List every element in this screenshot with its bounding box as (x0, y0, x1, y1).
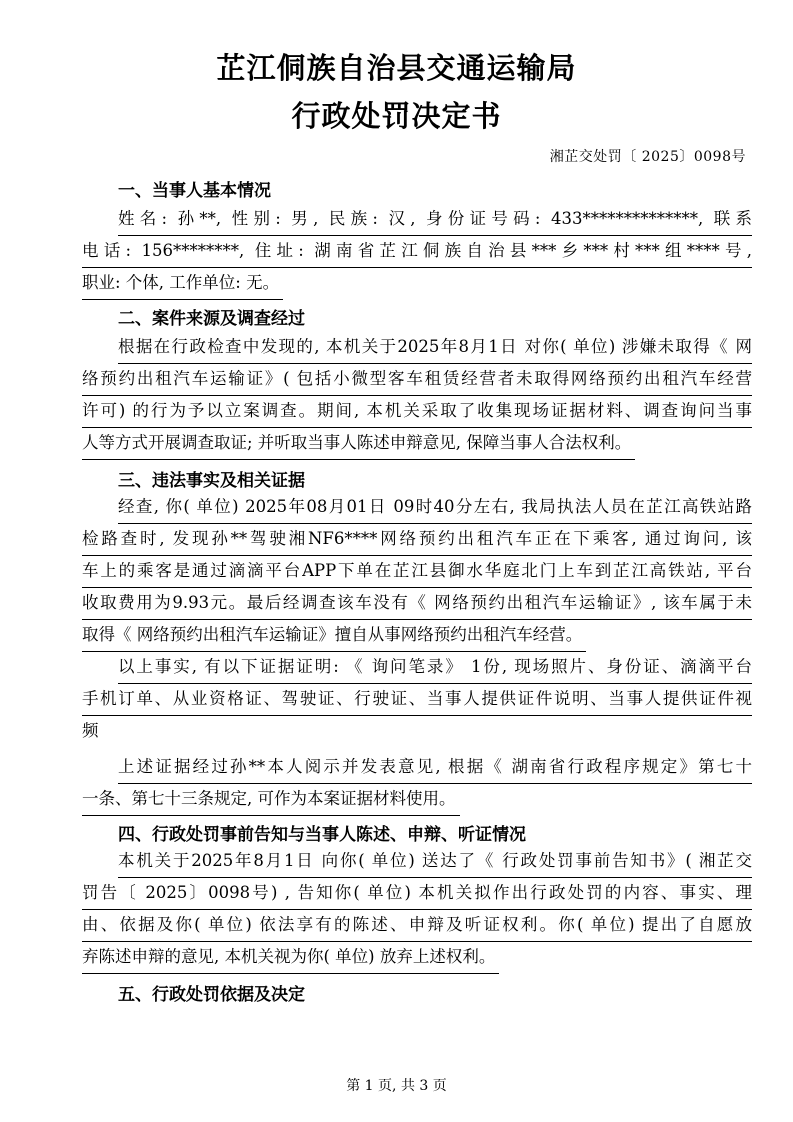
text-line: 经查, 你( 单位) 2025年08月01日 09时40分左右, 我局执法人员在芷江高铁站路 (118, 492, 752, 524)
page-number: 第 1 页, 共 3 页 (346, 1078, 447, 1094)
section-body-evidence (82, 652, 752, 748)
section-body-case-source (82, 332, 752, 460)
text-line: 人等方式开展调查取证; 并听取当事人陈述申辩意见, 保障当事人合法权利。 (82, 428, 635, 460)
section-body-violation-facts (82, 492, 752, 652)
document-title-type: 行政处罚决定书 (291, 99, 502, 133)
section-heading-party-info: 一、当事人基本情况 (118, 181, 271, 201)
section-body-party-info (82, 204, 752, 300)
text-line: 上述证据经过孙**本人阅示并发表意见, 根据《 湖南省行政程序规定》第七十 (118, 752, 752, 784)
text-line: 检路查时, 发现孙**驾驶湘NF6****网络预约出租汽车正在下乘客, 通过询问, 该 (82, 524, 752, 556)
section-heading-penalty-basis: 五、行政处罚依据及决定 (118, 985, 305, 1005)
section-body-prior-notice (82, 846, 752, 974)
text-line: 收取费用为9.93元。最后经调查该车没有《 网络预约出租汽车运输证》, 该车属于未 (82, 588, 752, 620)
text-line: 罚告〔 2025〕0098号) , 告知你( 单位) 本机关拟作出行政处罚的内容、事实、理 (82, 878, 752, 910)
text-line: 电话: 156********, 住址: 湖南省芷江侗族自治县***乡***村***组****号, (82, 236, 752, 268)
document-number: 湘芷交处罚〔 2025〕0098号 (549, 149, 746, 165)
section-body-evidence-review (82, 752, 752, 816)
text-line: 弃陈述申辩的意见, 本机关视为你( 单位) 放弃上述权利。 (82, 942, 499, 974)
text-line: 络预约出租汽车运输证》( 包括小微型客车租赁经营者未取得网络预约出租汽车经营 (82, 364, 752, 396)
text-line: 本机关于2025年8月1日 向你( 单位) 送达了《 行政处罚事前告知书》( 湘芷交 (118, 846, 752, 878)
text-line: 姓名: 孙**, 性别: 男, 民族: 汉, 身份证号码: 433**************, 联系 (118, 204, 752, 236)
text-line: 根据在行政检查中发现的, 本机关于2025年8月1日 对你( 单位) 涉嫌未取得《 网 (118, 332, 752, 364)
text-line: 频 (82, 721, 99, 740)
text-line: 职业: 个体, 工作单位: 无。 (82, 268, 283, 300)
text-line: 许可) 的行为予以立案调查。期间, 本机关采取了收集现场证据材料、调查询问当事 (82, 396, 752, 428)
text-line: 以上事实, 有以下证据证明: 《 询问笔录》 1份, 现场照片、身份证、滴滴平台 (118, 652, 752, 684)
text-line: 一条、第七十三条规定, 可作为本案证据材料使用。 (82, 784, 460, 816)
section-heading-prior-notice: 四、行政处罚事前告知与当事人陈述、申辩、听证情况 (118, 825, 526, 845)
text-line: 取得《 网络预约出租汽车运输证》擅自从事网络预约出租汽车经营。 (82, 620, 586, 652)
text-line: 由、依据及你( 单位) 依法享有的陈述、申辩及听证权利。你( 单位) 提出了自愿放 (82, 910, 752, 942)
document-title-agency: 芷江侗族自治县交通运输局 (216, 51, 577, 85)
section-heading-case-source: 二、案件来源及调查经过 (118, 309, 305, 329)
text-line: 手机订单、从业资格证、驾驶证、行驶证、当事人提供证件说明、当事人提供证件视 (82, 684, 752, 716)
section-heading-violation-facts: 三、违法事实及相关证据 (118, 471, 305, 491)
text-line: 车上的乘客是通过滴滴平台APP下单在芷江县御水华庭北门上车到芷江高铁站, 平台 (82, 556, 752, 588)
